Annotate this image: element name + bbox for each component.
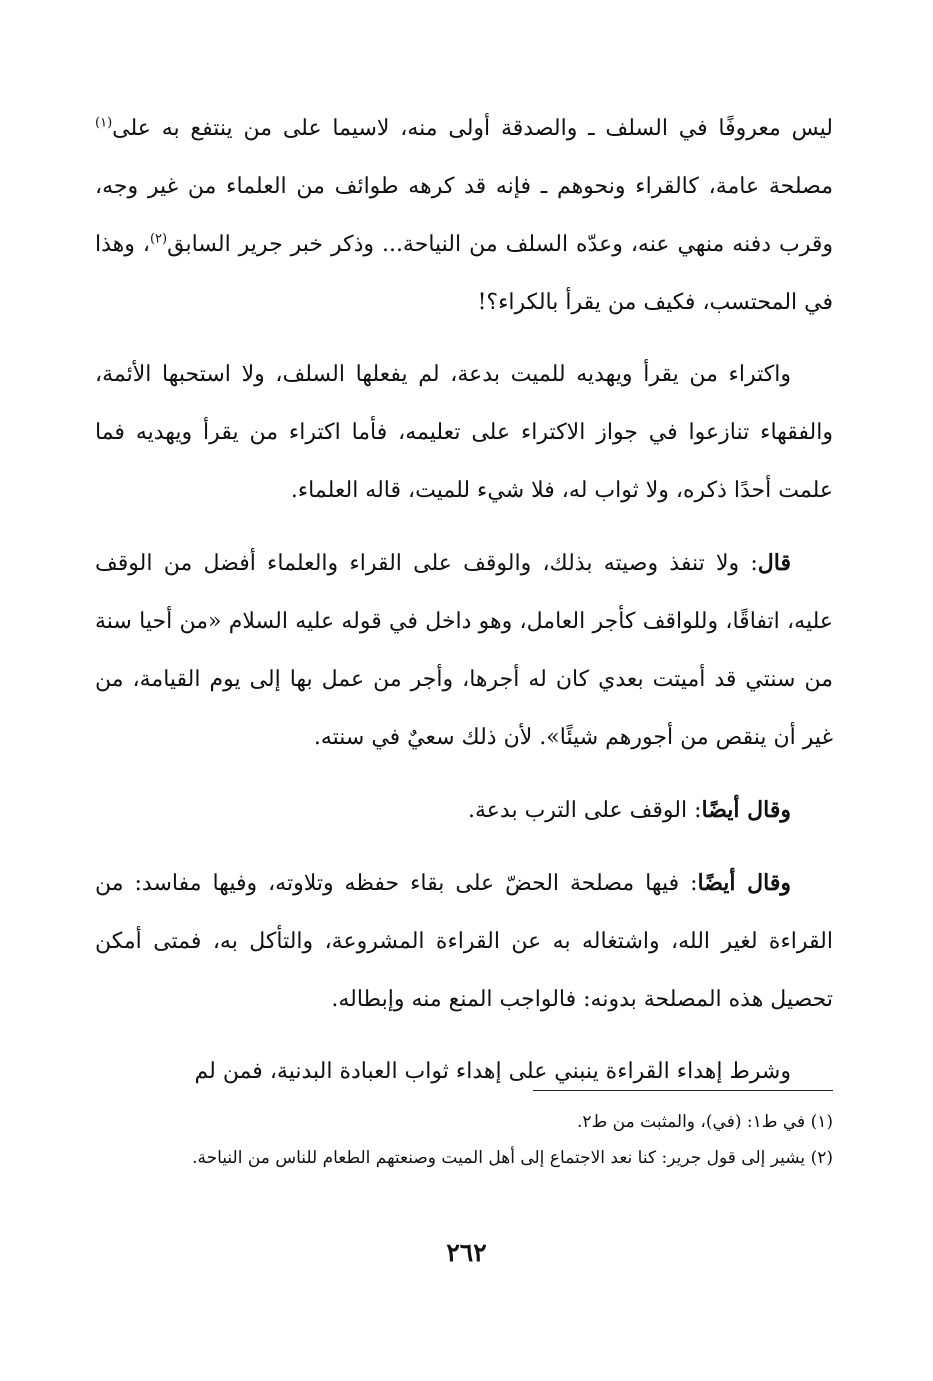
paragraph-4 xyxy=(95,781,833,840)
paragraph-2 xyxy=(95,346,833,520)
paragraph-5-text: : فيها مصلحة الحضّ على بقاء حفظه وتلاوته، وفيها مفاسد: من القراءة لغير الله، واشتغاله به عن القراءة المشروعة، والتأكل به، فمتى أمكن تحصيل هذه المصلحة بدونه: فالواجب المنع منه وإبطاله. xyxy=(95,871,833,1012)
main-text xyxy=(95,100,833,1115)
paragraph-3-lead: قال xyxy=(757,550,791,576)
footnote-1 xyxy=(95,1104,833,1140)
paragraph-5-lead: وقال أيضًا xyxy=(697,870,791,896)
footnote-2 xyxy=(95,1140,833,1176)
footnote-2-text: يشير إلى قول جرير: كنا نعد الاجتماع إلى أهل الميت وصنعتهم الطعام للناس من النياحة. xyxy=(192,1148,806,1168)
paragraph-6 xyxy=(95,1043,833,1101)
footnotes xyxy=(95,1104,833,1176)
paragraph-1-text-b: مصلحة عامة، كالقراء ونحوهم ـ فإنه قد كرهه طوائف من العلماء من غير وجه، وقرب دفنه منهي عنه، وعدّه السلف من النياحة... وذكر خبر جرير السابق xyxy=(95,174,833,257)
paragraph-4-text: : الوقف على الترب بدعة. xyxy=(467,798,702,823)
paragraph-1-text-a: ليس معروفًا في السلف ـ والصدقة أولى منه، لاسيما على من ينتفع به على xyxy=(112,116,833,141)
paragraph-4-lead: وقال أيضًا xyxy=(701,797,791,823)
paragraph-2-text: واكتراء من يقرأ ويهديه للميت بدعة، لم يفعلها السلف، ولا استحبها الأئمة، والفقهاء تنازعوا في جواز الاكتراء على تعليمه، فأما اكتراء من يقرأ ويهديه فما علمت أحدًا ذكره، ولا ثواب له، فلا شيء للميت، قاله العلماء. xyxy=(95,362,833,503)
footnote-1-marker: (١) xyxy=(810,1112,833,1132)
paragraph-3-text: : ولا تنفذ وصيته بذلك، والوقف على القراء والعلماء أفضل من الوقف عليه، اتفاقًا، وللواقف كأجر العامل، وهو داخل في قوله عليه السلام «من أحيا سنة من سنتي قد أميتت بعدي كان له أجرها، وأجر من عمل بها إلى يوم القيامة، من غير أن ينقص من أجورهم شيئًا». لأن ذلك سعيٌ في سنته. xyxy=(95,551,833,750)
page-number: ٢٦٢ xyxy=(446,1238,487,1267)
footnote-1-text: في ط١: (في)، والمثبت من ط٢. xyxy=(577,1112,806,1132)
footnote-ref-2: (٢) xyxy=(149,231,168,247)
paragraph-6-text: وشرط إهداء القراءة ينبني على إهداء ثواب العبادة البدنية، فمن لم xyxy=(194,1059,791,1084)
paragraph-1 xyxy=(95,100,833,332)
paragraph-5 xyxy=(95,854,833,1029)
footnote-ref-1: (١) xyxy=(95,115,113,131)
footnote-2-marker: (٢) xyxy=(810,1148,833,1168)
paragraph-3 xyxy=(95,534,833,767)
paragraph-1-text-c: ، وهذا في المحتسب، فكيف من يقرأ بالكراء؟! xyxy=(95,232,833,315)
footnote-divider xyxy=(533,1090,833,1091)
